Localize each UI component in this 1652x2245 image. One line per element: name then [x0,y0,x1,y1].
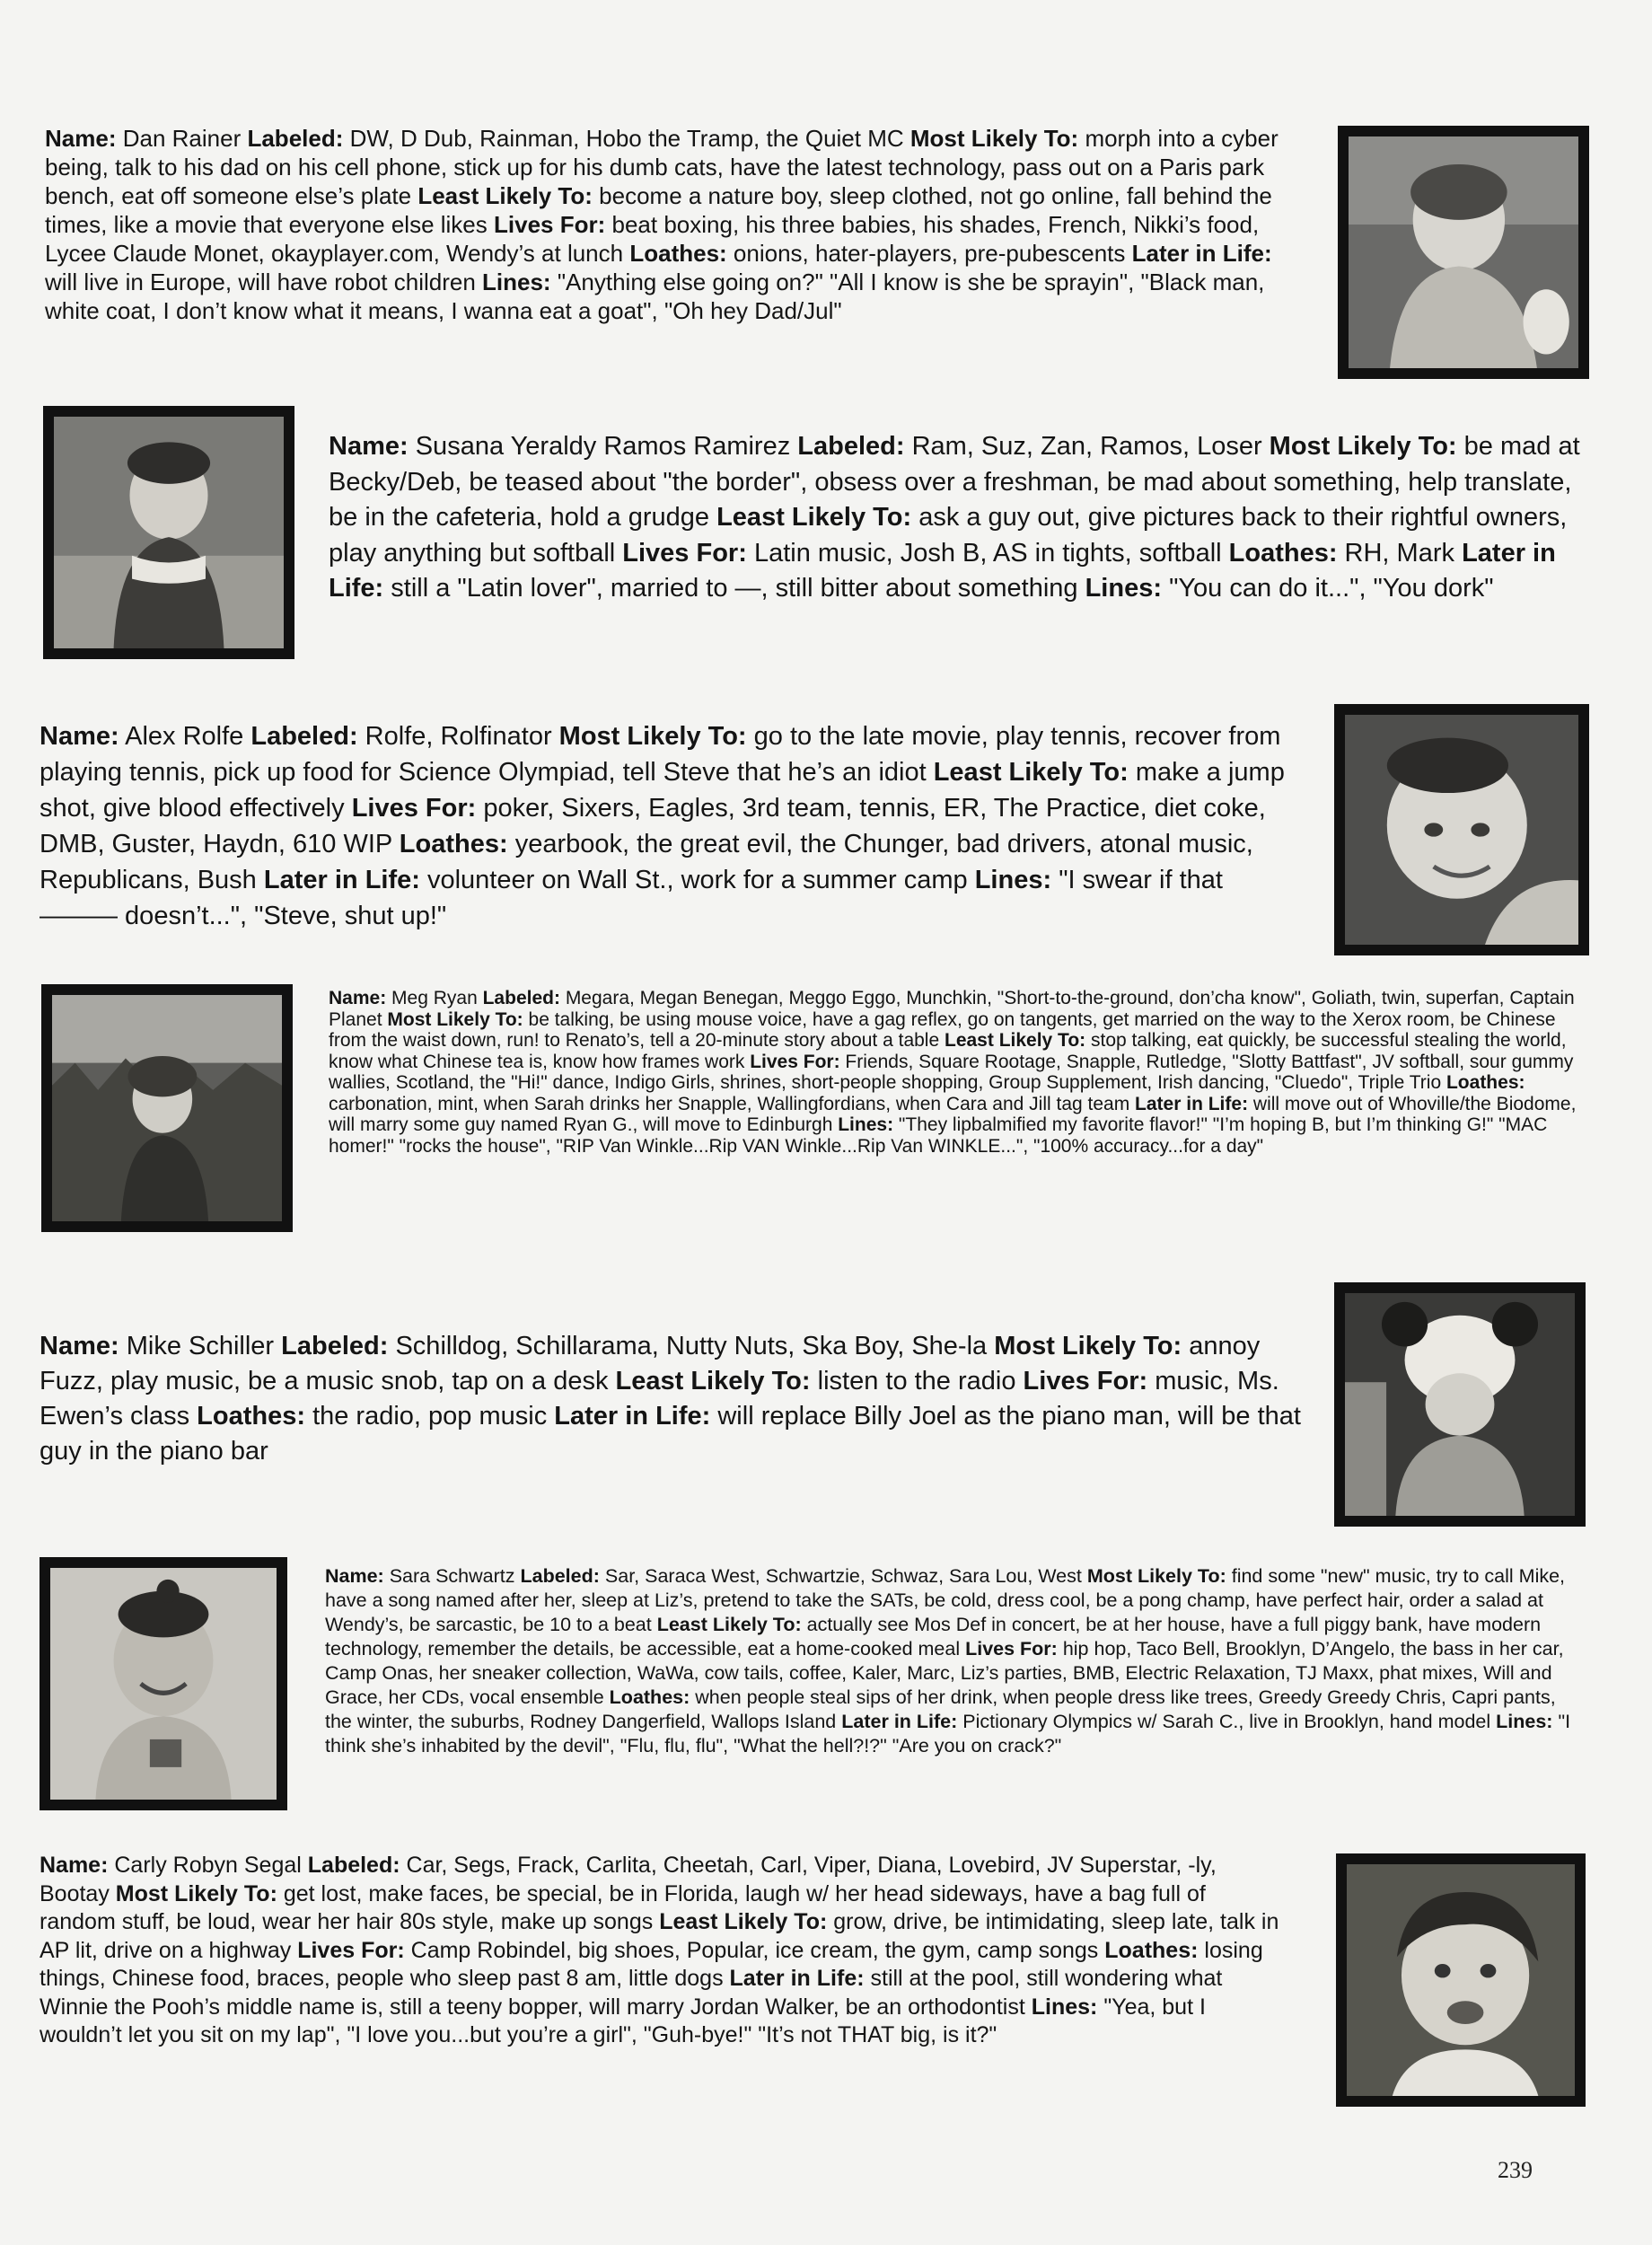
field-label: Later in Life: [263,866,420,894]
senior-entry-mike-schiller [40,1329,1305,1469]
field-label: Later in Life: [1131,240,1272,267]
entry-labeled: Ram, Suz, Zan, Ramos, Loser [911,432,1262,461]
entry-loathes: yearbook, the great evil, the Chunger, bad drivers, atonal music, Republicans, Bush [40,830,1253,894]
field-label: Later in Life: [1135,1093,1249,1114]
field-label: Least Likely To: [615,1367,811,1395]
field-label: Least Likely To: [945,1030,1086,1051]
field-label: Most Likely To: [115,1880,277,1906]
field-label: Most Likely To: [994,1332,1182,1360]
entry-lives-for: hip hop, Taco Bell, Brooklyn, D’Angelo, the bass in her car, Camp Onas, her sneaker collection, WaWa, cow tails, coffee, Kaler, Marc, Liz’s parties, BMB, Electric Relaxation, TJ Maxx, phat mixes, Will and Grace, her CDs, vocal ensemble [325,1638,1564,1708]
entry-lives-for: Latin music, Josh B, AS in tights, softball [753,538,1222,568]
field-label: Lives For: [297,1937,405,1963]
entry-name: Susana Yeraldy Ramos Ramirez [415,432,791,461]
field-label: Lives For: [1023,1367,1148,1395]
entry-lives-for: Camp Robindel, big shoes, Popular, ice cream, the gym, camp songs [410,1937,1099,1963]
field-label: Least Likely To: [716,503,912,532]
entry-name: Carly Robyn Segal [114,1853,302,1878]
field-label: Lives For: [750,1051,840,1072]
field-label: Later in Life: [329,538,1556,603]
entry-most-likely: morph into a cyber being, talk to his dad on his cell phone, stick up for his dumb cats, have the latest technology, pass out on a Paris park bench, eat off someone else’s plate [45,125,1279,209]
entry-loathes: onions, hater-players, pre-pubescents [733,240,1126,267]
entry-least-likely: stop talking, eat quickly, be successful stealing the world, know what Chinese tea is, know how frames work [329,1030,1567,1072]
entry-later-in-life: will replace Billy Joel as the piano man, will be that guy in the piano bar [40,1402,1301,1466]
entry-lines: "Yea, but I wouldn’t let you sit on my lap", "I love you...but you’re a girl", "Guh-bye!" "It’s not THAT big, is it?" [40,1994,1206,2047]
field-label: Lines: [1085,574,1162,603]
field-label: Lives For: [622,538,747,568]
field-label: Labeled: [281,1332,389,1360]
entry-loathes: when people steal sips of her drink, when people dress like trees, Greedy Greedy Chris, Capri pants, the winter, the suburbs, Rodney Dangerfield, Wallops Island [325,1686,1556,1732]
entry-lines: "Anything else going on?" "All I know is she be sprayin", "Black man, white coat, I don’t know what it means, I wanna eat a goat", "Oh hey Dad/Jul" [45,269,1265,324]
baby-photo-carly-segal [1336,1853,1586,2107]
field-label: Loathes: [1228,538,1338,568]
entry-lines: "I think she’s inhabited by the devil", "Flu, flu, flu", "What the hell?!?" "Are you on crack?" [325,1711,1571,1756]
field-label: Lines: [838,1114,894,1135]
entry-loathes: the radio, pop music [312,1402,548,1431]
entry-most-likely: annoy Fuzz, play music, be a music snob, tap on a desk [40,1332,1261,1395]
entry-later-in-life: still at the pool, still wondering what Winnie the Pooh’s middle name is, still a teeny bopper, will marry Jordan Walker, be an orthodontist [40,1966,1223,2020]
field-label: Name: [329,432,409,461]
field-label: Most Likely To: [1086,1565,1226,1587]
entry-loathes: RH, Mark [1344,538,1454,568]
field-label: Least Likely To: [659,1909,828,1934]
field-label: Most Likely To: [558,722,747,751]
baby-photo-mike-schiller [1334,1282,1586,1527]
field-label: Labeled: [247,125,344,152]
field-label: Least Likely To: [933,758,1129,787]
entry-most-likely: go to the late movie, play tennis, recover from playing tennis, pick up food for Science Olympiad, tell Steve that he’s an idiot [40,722,1281,787]
field-label: Least Likely To: [656,1614,802,1635]
entry-name: Alex Rolfe [125,722,244,751]
entry-lines: "I swear if that ——— doesn’t...", "Steve, shut up!" [40,866,1223,930]
entry-lives-for: poker, Sixers, Eagles, 3rd team, tennis, ER, The Practice, diet coke, DMB, Guster, Haydn, 610 WIP [40,794,1266,858]
field-label: Least Likely To: [417,182,593,209]
field-label: Later in Life: [554,1402,711,1431]
entry-most-likely: be mad at Becky/Deb, be teased about "the border", obsess over a freshman, be mad about something, help translate, be in the cafeteria, hold a grudge [329,432,1580,532]
field-label: Name: [40,722,119,751]
field-label: Lines: [1031,1994,1098,2020]
field-label: Later in Life: [729,1966,865,1991]
field-label: Loathes: [197,1402,305,1431]
field-label: Loathes: [399,830,508,858]
senior-entry-susana-ramos [329,429,1595,607]
baby-photo-alex-rolfe [1334,704,1589,955]
entry-name: Meg Ryan [391,988,478,1008]
entry-least-likely: make a jump shot, give blood effectively [40,758,1285,823]
entry-name: Dan Rainer [122,125,242,152]
field-label: Labeled: [482,988,560,1008]
entry-labeled: DW, D Dub, Rainman, Hobo the Tramp, the Quiet MC [349,125,904,152]
field-label: Labeled: [520,1565,600,1587]
entry-least-likely: listen to the radio [817,1367,1016,1395]
field-label: Most Likely To: [909,125,1079,152]
entry-least-likely: ask a guy out, give pictures back to their rightful owners, play anything but softball [329,503,1568,568]
baby-photo-sara-schwartz [40,1557,287,1810]
field-label: Lines: [1496,1711,1553,1732]
entry-most-likely: get lost, make faces, be special, be in Florida, laugh w/ her head sideways, have a bag full of random stuff, be loud, wear her hair 80s style, make up songs [40,1880,1206,1934]
baby-photo-meg-ryan [41,984,293,1232]
entry-later-in-life: still a "Latin lover", married to —, still bitter about something [391,574,1078,603]
entry-lives-for: Friends, Square Rootage, Snapple, Rutledge, "Slotty Battfast", JV softball, sour gummy wallies, Scotland, the "Hi!" dance, Indigo Girls, shrines, short-people shopping, Group Supplement, Irish dancing, "Cluedo", Triple Trio [329,1051,1574,1093]
field-label: Name: [329,988,387,1008]
field-label: Name: [325,1565,384,1587]
senior-entry-alex-rolfe [40,718,1305,934]
entry-labeled: Sar, Saraca West, Schwartzie, Schwaz, Sara Lou, West [604,1565,1082,1587]
page-number: 239 [1498,2157,1533,2183]
entry-name: Mike Schiller [126,1332,275,1360]
entry-least-likely: grow, drive, be intimidating, sleep late, talk in AP lit, drive on a highway [40,1909,1279,1963]
field-label: Lines: [974,866,1052,894]
entry-lines: "They lipbalmified my favorite flavor!" "I’m hoping B, but I’m thinking G!" "MAC homer!" "rocks the house", "RIP Van Winkle...Rip VAN Winkle...Rip Van WINKLE...", "100% accuracy...for a day" [329,1114,1548,1157]
field-label: Loathes: [1104,1937,1199,1963]
field-label: Most Likely To: [1269,432,1457,461]
entry-labeled: Car, Segs, Frack, Carlita, Cheetah, Carl, Viper, Diana, Lovebird, JV Superstar, -ly, Bootay [40,1853,1217,1906]
senior-entry-dan-rainer [45,124,1293,325]
entry-lines: "You can do it...", "You dork" [1169,574,1494,603]
field-label: Later in Life: [841,1711,958,1732]
field-label: Loathes: [629,240,727,267]
field-label: Most Likely To: [387,1008,523,1030]
field-label: Lives For: [351,794,477,823]
field-label: Labeled: [797,432,905,461]
entry-loathes: carbonation, mint, when Sarah drinks her Snapple, Wallingfordians, when Cara and Jill tag team [329,1093,1130,1114]
senior-entry-carly-segal [40,1852,1287,2050]
entry-labeled: Schilldog, Schillarama, Nutty Nuts, Ska Boy, She-la [395,1332,988,1360]
senior-entry-meg-ryan [329,988,1577,1157]
entry-labeled: Rolfe, Rolfinator [365,722,552,751]
field-label: Lines: [482,269,551,295]
field-label: Name: [40,1853,109,1878]
entry-lives-for: beat boxing, his three babies, his shades, French, Nikki’s food, Lycee Claude Monet, okayplayer.com, Wendy’s at lunch [45,211,1260,267]
field-label: Loathes: [1446,1072,1525,1093]
field-label: Lives For: [965,1638,1058,1660]
entry-name: Sara Schwartz [389,1565,515,1587]
entry-later-in-life: will live in Europe, will have robot children [45,269,476,295]
entry-most-likely: be talking, be using mouse voice, have a gag reflex, go on tangents, get married on the way to the Xerox room, be Chinese from the waist down, run! to Renato’s, tell a 20-minute story about a table [329,1008,1556,1051]
senior-entry-sara-schwartz [325,1564,1578,1758]
entry-later-in-life: Pictionary Olympics w/ Sarah C., live in Brooklyn, hand model [962,1711,1491,1732]
field-label: Loathes: [609,1686,690,1708]
entry-later-in-life: volunteer on Wall St., work for a summer camp [426,866,968,894]
field-label: Labeled: [307,1853,400,1878]
entry-most-likely: find some "new" music, try to call Mike, have a song named after her, sleep at Liz’s, pretend to take the SATs, be cold, dress cool, be a pong champ, have perfect hair, order a salad at Wendy’s, be sarcastic, be 10 to a beat [325,1565,1566,1635]
field-label: Labeled: [250,722,358,751]
field-label: Lives For: [494,211,606,238]
entry-later-in-life: will move out of Whoville/the Biodome, will marry some guy named Ryan G., will move to Edinburgh [329,1093,1577,1135]
baby-photo-susana-ramos [43,406,294,659]
entry-labeled: Megara, Megan Benegan, Meggo Eggo, Munchkin, "Short-to-the-ground, don’cha know", Goliath, twin, superfan, Captain Planet [329,988,1575,1030]
entry-least-likely: become a nature boy, sleep clothed, not go online, fall behind the times, like a movie that everyone else likes [45,182,1272,238]
baby-photo-dan-rainer [1338,126,1589,379]
entry-lives-for: music, Ms. Ewen’s class [40,1367,1279,1431]
field-label: Name: [40,1332,119,1360]
field-label: Name: [45,125,117,152]
entry-loathes: losing things, Chinese food, braces, people who sleep past 8 am, little dogs [40,1937,1263,1991]
entry-least-likely: actually see Mos Def in concert, be at her house, have a full piggy bank, have modern technology, remember the details, be accessible, eat a home-cooked meal [325,1614,1542,1660]
